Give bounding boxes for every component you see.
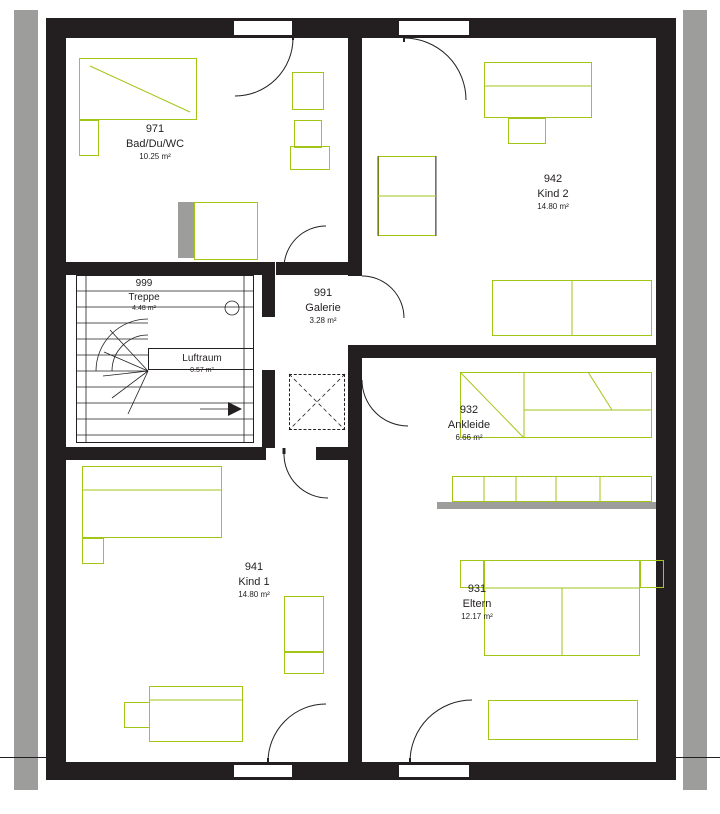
room-area: 3.28 m²: [309, 315, 337, 325]
wall-kind1-north: [66, 447, 266, 460]
room-label-971: [100, 122, 210, 162]
room-name: Bad/Du/WC: [125, 137, 185, 150]
room-area: 14.80 m²: [238, 589, 270, 599]
shaft-dashed-box: [289, 374, 345, 430]
furniture-kind1-wardrobe: [284, 596, 324, 652]
room-area: 12.17 m²: [461, 611, 493, 621]
furniture-kind2-wardrobe: [492, 280, 652, 336]
outer-wall-left: [46, 18, 66, 780]
furniture-eltern-nightstand-right: [640, 560, 664, 588]
room-area: 4.48 m²: [132, 305, 156, 312]
outer-wall-right: [656, 18, 676, 780]
wall-bath-south-right: [276, 262, 348, 275]
furniture-kind1-bed: [82, 466, 222, 538]
wall-hall-vertical-2: [262, 370, 275, 448]
room-number: 991: [313, 287, 333, 299]
neighbour-block-left: [14, 10, 38, 790]
furniture-ankleide-drawers: [452, 476, 652, 502]
window-bath-top: [233, 20, 293, 36]
reference-line-left: [0, 757, 46, 758]
furniture-kind1-desk: [149, 686, 243, 742]
room-number: 941: [244, 561, 264, 573]
furniture-bath-cabinet: [290, 146, 330, 170]
window-kind1-bottom: [233, 764, 293, 778]
room-name: Treppe: [128, 291, 160, 303]
room-area: 6.66 m²: [455, 432, 483, 442]
room-name: Ankleide: [447, 418, 491, 431]
room-label-941: [209, 560, 299, 600]
party-wall-vertical-2: [348, 345, 362, 780]
room-label-991: [278, 286, 368, 326]
room-label-932: [419, 403, 519, 443]
room-area: 10.25 m²: [139, 151, 171, 161]
furniture-kind1-chair: [124, 702, 150, 728]
party-wall-vertical: [348, 18, 362, 276]
ankleide-divider-bar: [437, 502, 656, 509]
room-number: 999: [135, 278, 153, 289]
reference-line-right: [676, 757, 720, 758]
room-name: Eltern: [462, 597, 492, 610]
room-label-999: [104, 277, 184, 313]
luftraum-label: [162, 352, 242, 375]
furniture-kind2-bed: [484, 62, 592, 118]
luftraum-name: Luftraum: [182, 353, 222, 364]
bath-fixture-grey: [178, 202, 194, 258]
room-label-931: [437, 582, 517, 622]
neighbour-block-right: [683, 10, 707, 790]
furniture-eltern-bench: [488, 700, 638, 740]
furniture-bath-sink: [79, 120, 99, 156]
furniture-kind1-nightstand: [82, 538, 104, 564]
room-name: Kind 1: [238, 575, 270, 588]
room-name: Kind 2: [537, 187, 569, 200]
furniture-bathtub: [79, 58, 197, 120]
furniture-shower: [194, 202, 258, 260]
room-number: 932: [459, 404, 479, 416]
room-number: 931: [467, 583, 487, 595]
furniture-wc: [292, 72, 324, 110]
window-kind2-top: [398, 20, 470, 36]
wall-kind1-north-right: [316, 447, 348, 460]
room-area: 14.80 m²: [537, 201, 569, 211]
furniture-kind2-desk: [378, 156, 436, 236]
room-label-942: [498, 172, 608, 212]
wall-bath-south: [66, 262, 266, 275]
furniture-kind1-shelf: [284, 652, 324, 674]
furniture-washbasin: [294, 120, 322, 148]
window-eltern-bottom: [398, 764, 470, 778]
room-number: 971: [145, 123, 165, 135]
furniture-kind2-nightstand: [508, 118, 546, 144]
luftraum-area: 0.57 m²: [190, 366, 214, 374]
room-number: 942: [543, 173, 563, 185]
room-name: Galerie: [305, 301, 341, 314]
wall-hall-vertical: [262, 262, 275, 317]
wall-kind2-south: [362, 345, 656, 358]
